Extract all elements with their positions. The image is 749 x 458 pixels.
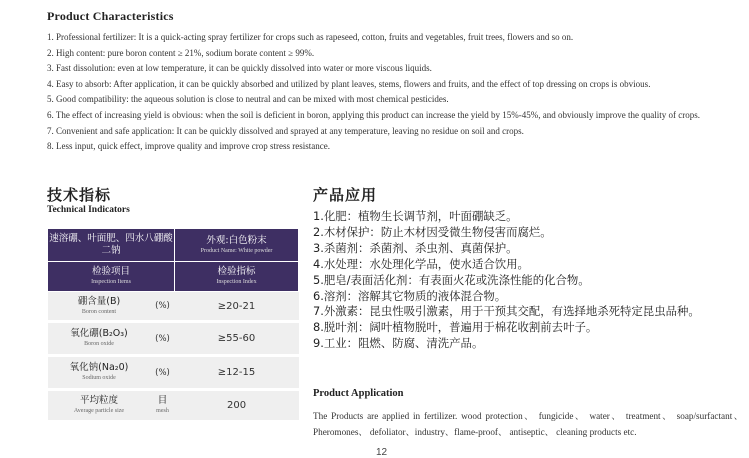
inspection-index-cn: 检验指标	[217, 266, 256, 277]
characteristic-item: 8. Less input, quick effect, improve quality and improve crop stress resistance.	[47, 141, 331, 152]
application-item: 6.溶剂：溶解其它物质的液体混合物。	[313, 288, 507, 303]
appearance-en: Product Name: White powder	[200, 247, 273, 254]
technical-title-cn: 技术指标	[47, 186, 112, 204]
inspection-items-header	[48, 262, 175, 292]
item-name-cell	[48, 292, 151, 322]
product-name-cn: 速溶硼、叶面肥、四水八硼酸二钠	[49, 233, 173, 256]
inspection-index-en: Inspection Index	[216, 279, 257, 285]
item-name-cell	[48, 322, 151, 356]
item-name-cn: 氧化硼(B₂O₃)	[70, 328, 128, 339]
unit-cell: (%)	[155, 301, 170, 311]
application-item: 9.工业：阻燃、防腐、清洗产品。	[313, 336, 484, 351]
application-title-en: Product Application	[313, 388, 404, 399]
item-name-cell	[48, 390, 151, 422]
value-cell: ≥20-21	[217, 300, 256, 312]
characteristic-item: 6. The effect of increasing yield is obvious: when the soil is deficient in boron, applying this product can increase the yield by 15%-45%, and obviously improve the quality of crops.	[47, 109, 701, 120]
characteristic-item: 5. Good compatibility: the aqueous solution is close to neutral and can be mixed with most chemical pesticides.	[47, 94, 449, 105]
unit-cell: (%)	[155, 367, 170, 378]
application-item: 1.化肥：植物生长调节剂，叶面硼缺乏。	[313, 209, 518, 223]
inspection-items-cn: 检验项目	[92, 266, 131, 277]
inspection-items-en: Inspection Items	[91, 279, 131, 285]
item-name-cn: 平均粒度	[79, 395, 118, 406]
product-name-cell	[48, 229, 175, 262]
unit-en: mesh	[156, 408, 169, 414]
item-name-en: Sodium oxide	[82, 375, 116, 381]
table-row	[48, 292, 299, 322]
application-item: 3.杀菌剂：杀菌剂、杀虫剂、真菌保护。	[313, 240, 518, 255]
characteristic-item: 1. Professional fertilizer: It is a quick-acting spray fertilizer for crops such as rapeseed, cotton, fruits and vegetables, fruit trees, flowers and so on.	[47, 32, 574, 42]
characteristic-item: 2. High content: pure boron content ≥ 21%, sodium borate content ≥ 99%.	[47, 47, 315, 58]
application-item: 2.木材保护：防止木材因受微生物侵害而腐烂。	[313, 224, 552, 239]
unit-cn: 目	[157, 395, 168, 406]
value-cell: 200	[226, 400, 247, 411]
technical-table	[47, 228, 299, 423]
characteristic-item: 3. Fast dissolution: even at low temperature, it can be quickly dissolved into water or more viscous liquids.	[47, 63, 432, 74]
characteristics-title: Product Characteristics	[47, 9, 174, 23]
characteristic-item: 7. Convenient and safe application: It can be quickly dissolved and sprayed at any temperature, leaving no residue on soil and crops.	[47, 125, 524, 136]
application-item: 5.肥皂/表面活化剂：有表面火花或洗涤性能的化合物。	[313, 272, 590, 287]
appearance-cell	[175, 229, 299, 262]
table-row	[48, 390, 299, 422]
application-list	[313, 209, 743, 352]
application-item: 7.外激素：昆虫性吸引激素，用于干预其交配，有选择地杀死特定昆虫品种。	[313, 304, 700, 319]
technical-title-en: Technical Indicators	[47, 205, 130, 215]
application-item: 4.水处理：水处理化学品，使水适合饮用。	[313, 256, 529, 271]
item-name-cn: 氧化钠(Na₂0)	[69, 362, 129, 373]
application-item: 8.脱叶剂：阔叶植物脱叶，普遍用于棉花收割前去叶子。	[313, 320, 598, 335]
value-cell: ≥12-15	[217, 367, 256, 378]
appearance-cn: 外观:白色粉末	[206, 234, 267, 246]
inspection-index-header	[175, 262, 299, 292]
unit-cell	[151, 390, 175, 422]
item-name-en: Average particle size	[73, 408, 125, 414]
application-text-en: The Products are applied in fertilizer. wood protection、 fungicide、 water、 treatment、 soap/surfactant、 Pheromones、 defoliator、industry、flame-proof、 antiseptic、 cleaning products etc.	[313, 411, 743, 437]
item-name-en: Boron content	[81, 308, 117, 315]
item-name-en: Boron oxide	[84, 341, 114, 347]
characteristic-item: 4. Easy to absorb: After application, it can be quickly absorbed and utilized by plant leaves, stems, flowers and fruits, and the effect of top dressing on crops is obvious.	[47, 78, 651, 89]
application-title-cn: 产品应用	[313, 186, 378, 204]
item-name-cn: 硼含量(B)	[77, 295, 121, 307]
item-name-cell	[48, 356, 151, 390]
table-row	[48, 322, 299, 356]
value-cell: ≥55-60	[217, 333, 256, 344]
characteristics-list	[47, 30, 737, 155]
unit-cell: (%)	[155, 333, 170, 344]
page-number: 12	[376, 447, 388, 458]
table-row	[48, 356, 299, 390]
